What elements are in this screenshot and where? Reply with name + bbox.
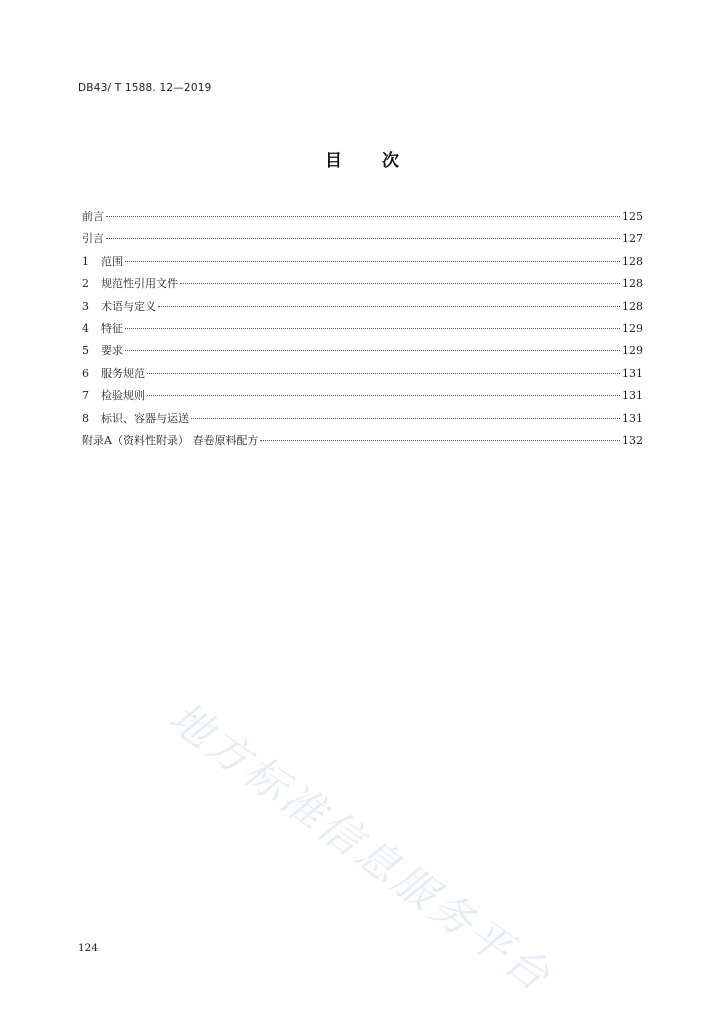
toc-entry[interactable] bbox=[82, 385, 642, 407]
toc-entry-page: 128 bbox=[622, 254, 643, 268]
toc-entry-page: 125 bbox=[622, 210, 643, 223]
toc-entry-number: 8 bbox=[82, 411, 89, 425]
toc-leader-dots bbox=[260, 440, 620, 441]
toc-leader-dots bbox=[191, 418, 620, 419]
toc-entry[interactable] bbox=[82, 273, 642, 295]
toc-entry[interactable] bbox=[82, 430, 642, 452]
toc-leader-dots bbox=[106, 238, 620, 239]
toc-leader-dots bbox=[147, 395, 620, 396]
toc-entry-page: 131 bbox=[622, 366, 643, 380]
toc-entry[interactable] bbox=[82, 318, 642, 340]
document-code: DB43/ T 1588. 12—2019 bbox=[78, 82, 212, 94]
toc-leader-dots bbox=[158, 306, 620, 307]
toc-leader-dots bbox=[125, 328, 620, 329]
table-of-contents bbox=[82, 206, 642, 452]
toc-leader-dots bbox=[125, 350, 620, 351]
toc-entry-label: 标识、容器与运送 bbox=[101, 411, 189, 425]
toc-entry-page: 128 bbox=[622, 299, 643, 313]
toc-entry[interactable] bbox=[82, 296, 642, 318]
toc-entry-number: 2 bbox=[82, 277, 89, 291]
toc-entry-page: 129 bbox=[622, 321, 643, 335]
toc-entry-number: 6 bbox=[82, 366, 89, 380]
toc-entry-number: 3 bbox=[82, 299, 89, 313]
watermark-text: 地方标准信息服务平台 bbox=[160, 692, 562, 1003]
toc-entry-label: 前言 bbox=[82, 210, 104, 223]
toc-leader-dots bbox=[106, 216, 620, 217]
toc-entry-label: 服务规范 bbox=[101, 366, 145, 380]
page-number: 124 bbox=[78, 942, 99, 954]
toc-entry-number: 5 bbox=[82, 344, 89, 358]
toc-leader-dots bbox=[125, 261, 620, 262]
toc-leader-dots bbox=[147, 373, 620, 374]
toc-leader-dots bbox=[180, 283, 620, 284]
toc-entry[interactable] bbox=[82, 228, 642, 250]
toc-entry-label: 特征 bbox=[101, 321, 123, 335]
toc-entry-page: 131 bbox=[622, 389, 643, 403]
toc-entry[interactable] bbox=[82, 408, 642, 430]
toc-entry-label: 检验规则 bbox=[101, 389, 145, 403]
toc-entry-page: 129 bbox=[622, 344, 643, 358]
toc-entry-label: 术语与定义 bbox=[101, 299, 156, 313]
toc-entry-label: 引言 bbox=[82, 232, 104, 246]
toc-entry-number: 7 bbox=[82, 389, 89, 403]
toc-entry[interactable] bbox=[82, 363, 642, 385]
toc-entry-number: 1 bbox=[82, 254, 89, 268]
toc-entry-page: 132 bbox=[622, 433, 643, 447]
toc-entry[interactable] bbox=[82, 206, 642, 228]
page-title: 目次 bbox=[325, 151, 439, 171]
toc-entry-page: 128 bbox=[622, 277, 643, 291]
toc-entry-label: 要求 bbox=[101, 344, 123, 358]
toc-entry[interactable] bbox=[82, 251, 642, 273]
toc-entry-label: 范围 bbox=[101, 254, 123, 268]
toc-entry-number: 4 bbox=[82, 321, 89, 335]
toc-entry-page: 127 bbox=[622, 232, 643, 246]
toc-entry-page: 131 bbox=[622, 411, 643, 425]
toc-entry-label: 附录A（资料性附录） 春卷原料配方 bbox=[82, 433, 259, 447]
toc-entry[interactable] bbox=[82, 340, 642, 362]
toc-entry-label: 规范性引用文件 bbox=[101, 277, 178, 291]
